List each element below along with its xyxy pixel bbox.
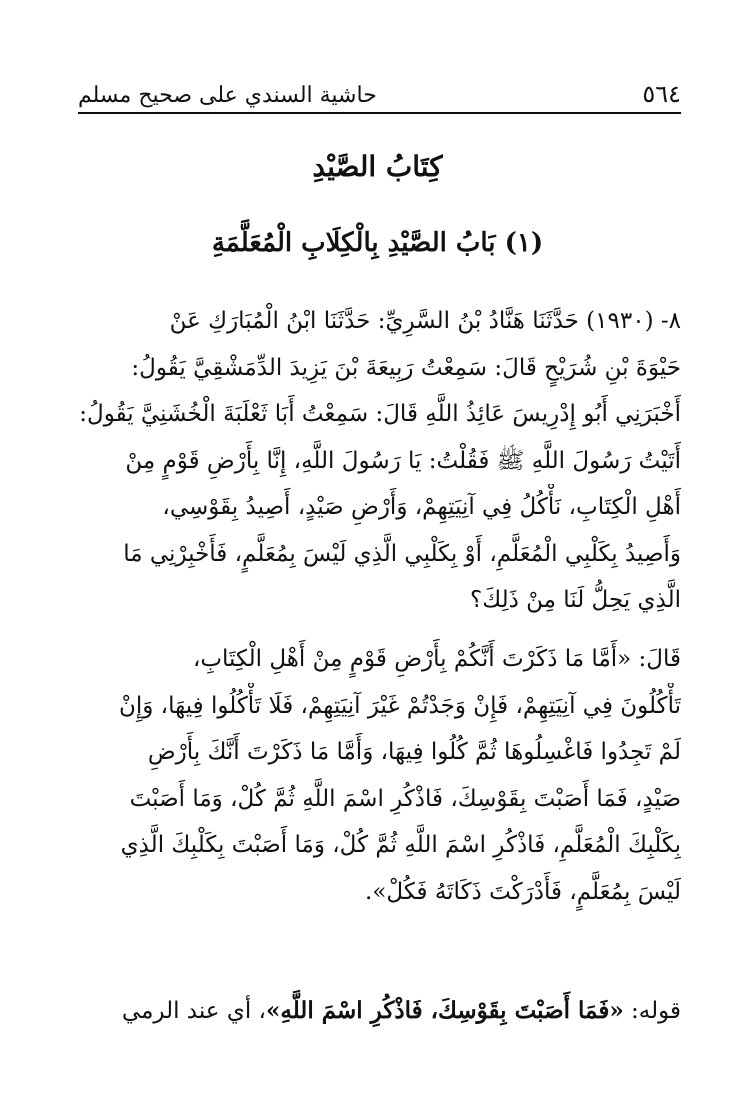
page-number: ٥٦٤ [642, 80, 681, 108]
text-line: لَيْسَ بِمُعَلَّمٍ، فَأَدْرَكْتَ ذَكَاتَهُ فَكُلْ». [365, 878, 681, 905]
book-title: كِتَابُ الصَّيْدِ [312, 150, 443, 183]
hadith-text [78, 298, 681, 624]
header-divider [78, 112, 681, 114]
text-line: وَأَصِيدُ بِكَلْبِي الْمُعَلَّمِ، أَوْ بِكَلْبِي الَّذِي لَيْسَ بِمُعَلَّمٍ، فَأَخْبِرْنِي مَا [123, 540, 681, 567]
text-line: بِكَلْبِكَ الْمُعَلَّمِ، فَاذْكُرِ اسْمَ اللَّهِ ثُمَّ كُلْ، وَمَا أَصَبْتَ بِكَلْبِكَ الَّذِي [120, 832, 681, 858]
text-line: تَأْكُلُونَ فِي آنِيَتِهِمْ، فَإِنْ وَجَدْتُمْ غَيْرَ آنِيَتِهِمْ، فَلَا تَأْكُلُوا فِيهَا، وَإِنْ [118, 692, 681, 719]
text-line: لَمْ تَجِدُوا فَاغْسِلُوهَا ثُمَّ كُلُوا فِيهَا، وَأَمَّا مَا ذَكَرْتَ أَنَّكَ بِأَرْضِ [147, 739, 681, 765]
text-line: ٨- (١٩٣٠) حَدَّثَنَا هَنَّادُ بْنُ السَّرِيِّ: حَدَّثَنَا ابْنُ الْمُبَارَكِ عَنْ [169, 308, 681, 334]
commentary-text [78, 988, 681, 1035]
commentary-prefix: قوله: [623, 998, 681, 1024]
page-header [78, 72, 681, 108]
text-line: أَهْلِ الْكِتَابِ، نَأْكُلُ فِي آنِيَتِهِمْ، وَأَرْضِ صَيْدٍ، أَصِيدُ بِقَوْسِي، [162, 494, 681, 520]
text-line: حَيْوَةَ بْنِ شُرَيْحٍ قَالَ: سَمِعْتُ رَبِيعَةَ بْنَ يَزِيدَ الدِّمَشْقِيَّ يَقُولُ: [131, 354, 681, 381]
commentary-quote: «فَمَا أَصَبْتَ بِقَوْسِكَ، فَاذْكُرِ اسْمَ اللَّهِ» [265, 997, 624, 1024]
text-line: أَتَيْتُ رَسُولَ اللَّهِ ﷺ فَقُلْتُ: يَا رَسُولَ اللَّهِ، إِنَّا بِأَرْضِ قَوْمٍ مِنْ [125, 447, 681, 474]
running-title: حاشية السندي على صحيح مسلم [78, 83, 377, 108]
text-line: صَيْدٍ، فَمَا أَصَبْتَ بِقَوْسِكَ، فَاذْكُرِ اسْمَ اللَّهِ ثُمَّ كُلْ، وَمَا أَصَبْتَ [129, 785, 681, 812]
commentary-line [78, 988, 681, 1035]
commentary-suffix: ، أي عند الرمي [121, 998, 266, 1024]
text-line: قَالَ: «أَمَّا مَا ذَكَرْتَ أَنَّكُمْ بِأَرْضِ قَوْمٍ مِنْ أَهْلِ الْكِتَابِ، [192, 646, 681, 672]
chapter-title: (١) بَابُ الصَّيْدِ بِالْكِلَابِ الْمُعَلَّمَةِ [211, 228, 544, 258]
text-line: أَخْبَرَنِي أَبُو إِدْرِيسَ عَائِذُ اللَّهِ قَالَ: سَمِعْتُ أَبَا ثَعْلَبَةَ الْخُشَنِيَّ يَقُولُ: [79, 401, 681, 427]
text-line: الَّذِي يَحِلُّ لَنَا مِنْ ذَلِكَ؟ [469, 587, 681, 613]
prophet-answer-text [78, 636, 681, 915]
